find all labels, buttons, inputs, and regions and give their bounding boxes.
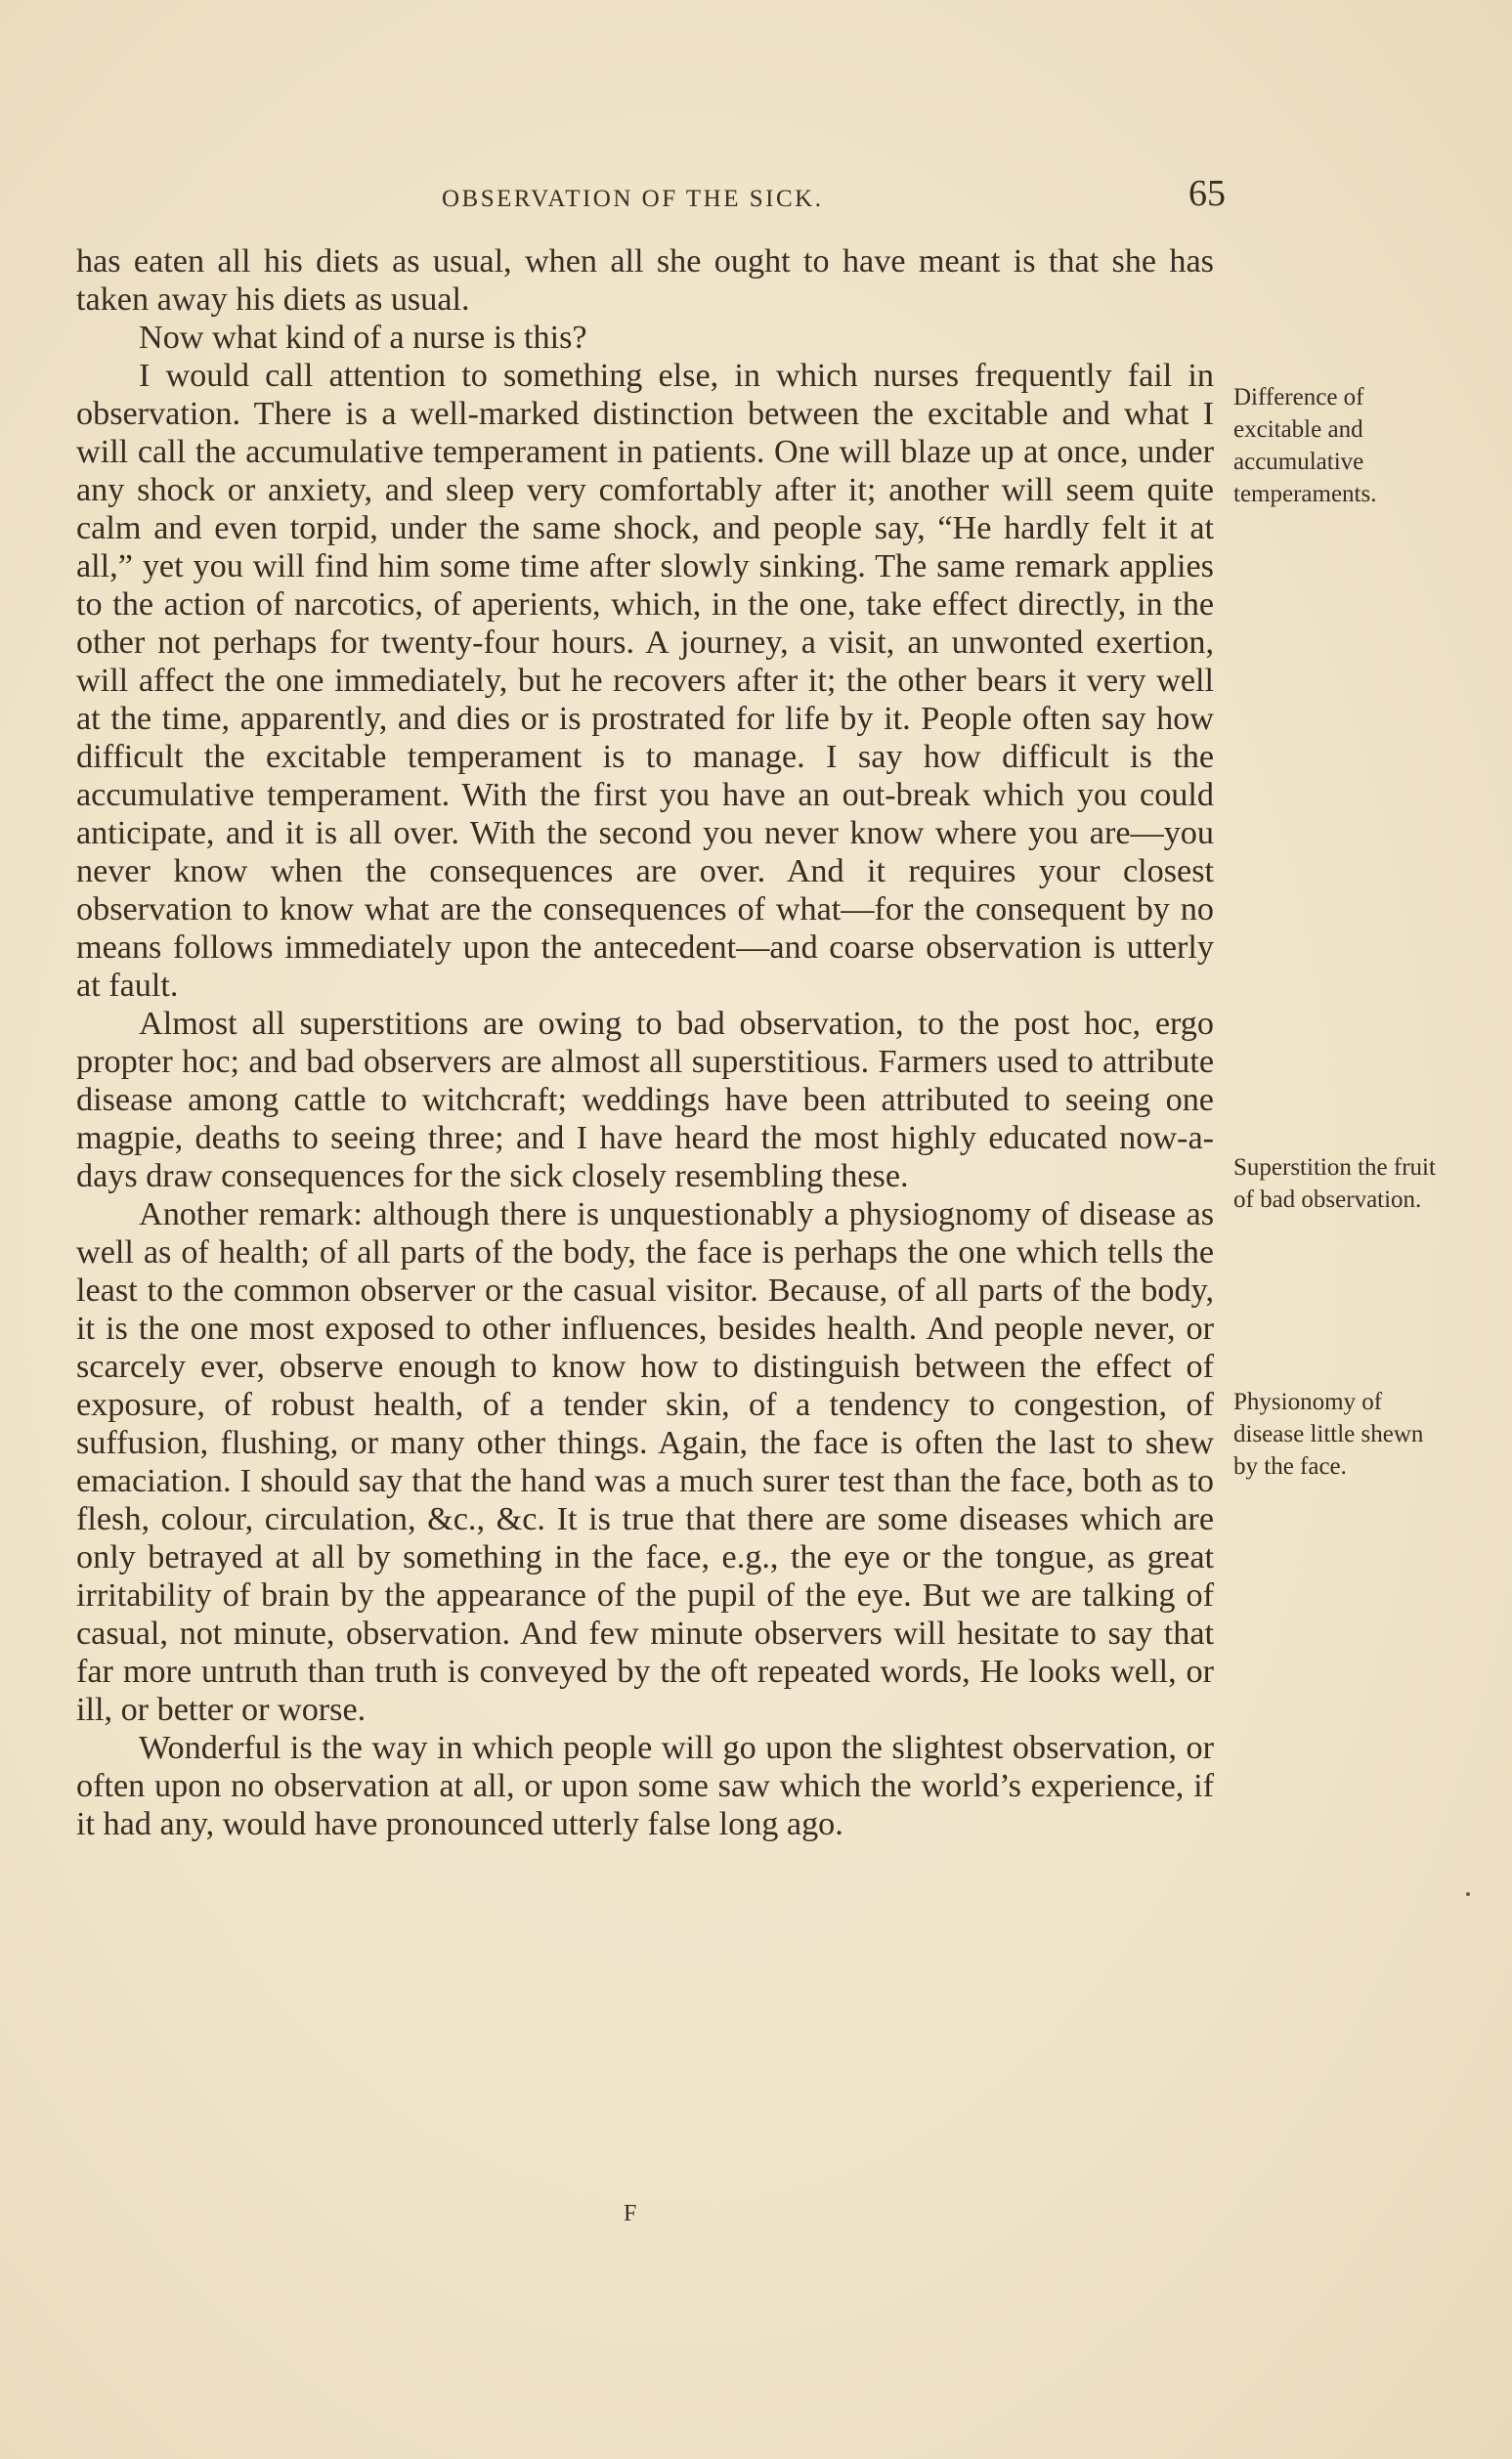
- page-number: 65: [1188, 173, 1226, 214]
- paper-speck: [1466, 1892, 1470, 1896]
- paragraph-6: Wonderful is the way in which people will go upon the slightest observation, or often upon no observation at all, or upon some saw which the world’s experience, if it had any, would have pronounced utterly false long ago.: [76, 1730, 1214, 1842]
- paragraph-4: Almost all superstitions are owing to bad observation, to the post hoc, ergo propter hoc; and bad observers are almost all superstitious. Farmers used to attribute disease among cattle to witchcraft; weddings have been attributed to seeing one magpie, deaths to seeing three; and I have heard the most highly educated now-a-days draw consequences for the sick closely resembling these.: [76, 1006, 1214, 1194]
- paragraph-2: Now what kind of a nurse is this?: [139, 320, 587, 356]
- paragraph-5: Another remark: although there is unquestionably a physiognomy of disease as well as of health; of all parts of the body, the face is perhaps the one which tells the least to the common observer or the casual visitor. Because, of all parts of the body, it is the one most exposed to other influences, besides health. And people never, or scarcely ever, observe enough to know how to distinguish between the effect of exposure, of robust health, of a tender skin, of a tendency to congestion, of suffusion, flushing, or many other things. Again, the face is often the last to shew emaciation. I should say that the hand was a much surer test than the face, both as to flesh, colour, circulation, &c., &c. It is true that there are some diseases which are only betrayed at all by something in the face, e.g., the eye or the tongue, as great irritability of brain by the appearance of the pupil of the eye. But we are talking of casual, not minute, observation. And few minute observers will hesitate to say that far more untruth than truth is conveyed by the oft repeated words, He looks well, or ill, or better or worse.: [76, 1196, 1214, 1728]
- sidenote-temperaments: Difference of excitable and accumulative temperaments.: [1233, 384, 1377, 507]
- sidenote-superstition: Superstition the fruit of bad observation.: [1233, 1154, 1436, 1213]
- paragraph-3: I would call attention to something else, in which nurses frequently fail in observation. There is a well-marked distinction between the excitable and what I will call the accumulative temperament in patients. One will blaze up at once, under any shock or anxiety, and sleep very comfortably after it; another will seem quite calm and even torpid, under the same shock, and people say, “He hardly felt it at all,” yet you will find him some time after slowly sinking. The same remark applies to the action of narcotics, of aperients, which, in the one, take effect directly, in the other not perhaps for twenty-four hours. A journey, a visit, an unwonted exertion, will affect the one immediately, but he recovers after it; the other bears it very well at the time, apparently, and dies or is prostrated for life by it. People often say how difficult the excitable temperament is to manage. I say how difficult is the accumulative temperament. With the first you have an out-break which you could anticipate, and it is all over. With the second you never know where you are—you never know when the consequences are over. And it requires your closest observation to know what are the consequences of what—for the consequent by no means follows immediately upon the antecedent—and coarse observation is utterly at fault.: [76, 358, 1214, 1004]
- signature-mark: F: [624, 2201, 637, 2226]
- body-text: [76, 242, 1214, 1843]
- sidenote-physiognomy: Physionomy of disease little shewn by the face.: [1233, 1389, 1424, 1480]
- running-title: OBSERVATION OF THE SICK.: [442, 186, 824, 212]
- paragraph-1: has eaten all his diets as usual, when all she ought to have meant is that she has taken away his diets as usual.: [76, 243, 1214, 318]
